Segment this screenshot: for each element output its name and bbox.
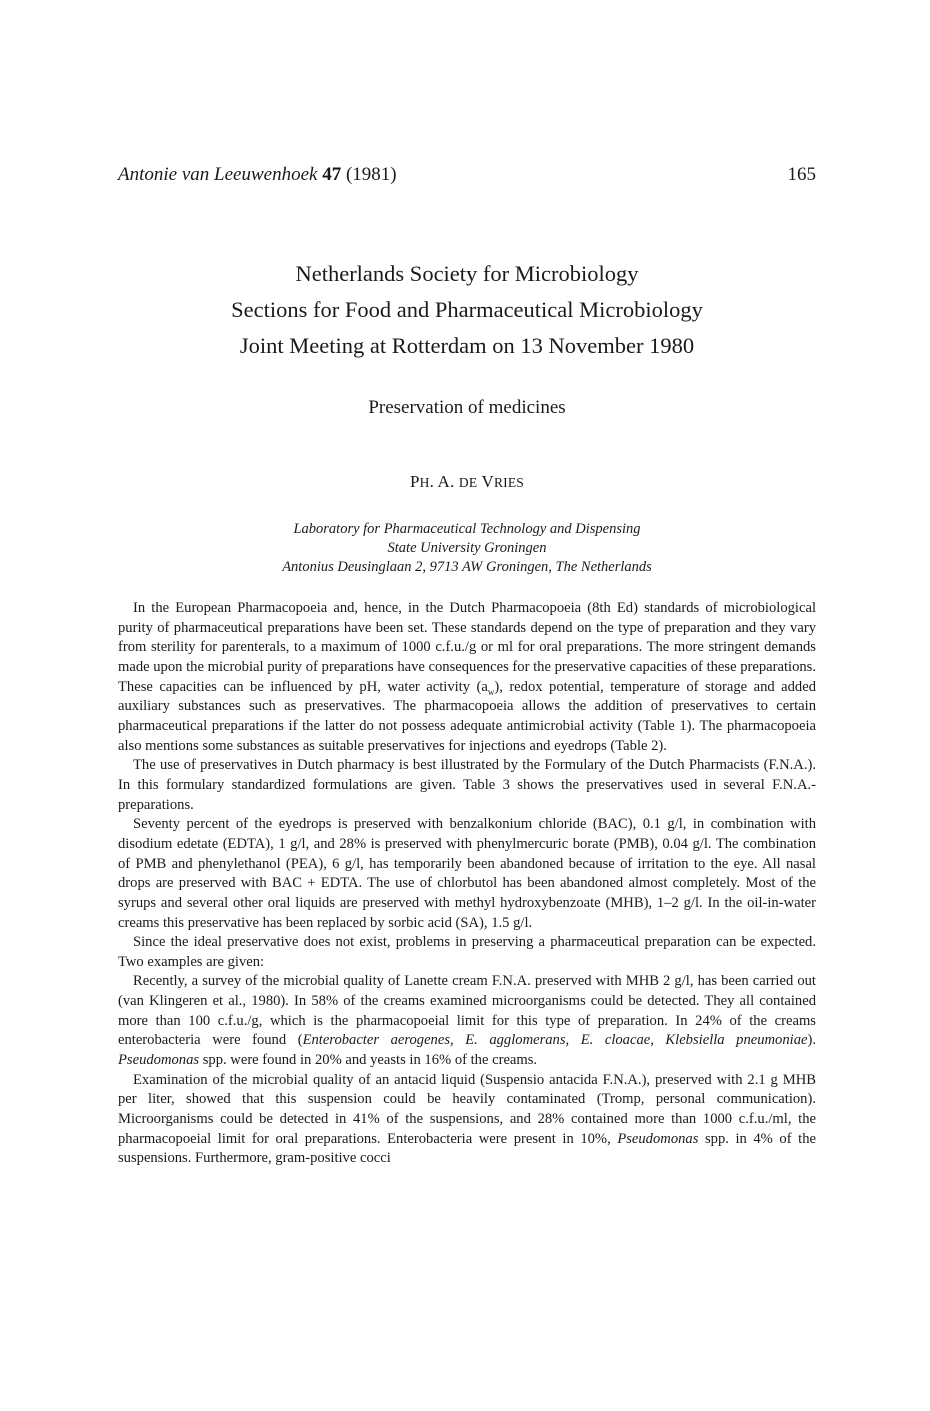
paragraph-1-text-b: ), redox potential, temperature of storage and added auxiliary substances such as preservatives. The pharmacopoeia allows the addition of preservatives to certain pharmaceutical preparations if the latter do not possess adequate antimicrobial activity (Table 1). The pharmacopoeia also mentions some substances as suitable preservatives for injections and eyedrops (Table 2). (118, 678, 817, 754)
paragraph-1 (118, 599, 816, 756)
title-line-3: Joint Meeting at Rotterdam on 13 November 1980 (239, 333, 695, 358)
water-activity-subscript: w (487, 686, 495, 697)
affiliation-line-1: Laboratory for Pharmaceutical Technology and Dispensing (293, 521, 641, 537)
article-title (118, 256, 816, 364)
genus-pseudomonas-2: Pseudomonas (617, 1130, 699, 1147)
paragraph-4: Since the ideal preservative does not exist, problems in preserving a pharmaceutical preparation can be expected. Two examples are given: (118, 934, 816, 970)
paragraph-5-text-b: ). (807, 1032, 816, 1049)
author-initial-small: H (419, 475, 430, 490)
paragraph-6-text-a: Examination of the microbial quality of an antacid liquid (Suspensio antacida F.N.A.), preserved with 2.1 g MHB per liter, showed that this suspension could be heavily contaminated (Tromp, personal communication). Microorganisms could be detected in 41% of the suspensions, and 28% contained more than 1000 c.f.u./ml, the pharmacopoeial limit for oral preparations. Enterobacteria were present in 10%, (118, 1071, 816, 1147)
paragraph-3: Seventy percent of the eyedrops is preserved with benzalkonium chloride (BAC), 0.1 g/l, in combination with disodium edetate (EDTA), 1 g/l, and 28% is preserved with phenylmercuric borate (PMB), 0.04 g/l. The combination of PMB and phenylethanol (PEA), 6 g/l, has temporarily been abandoned because of irritation to the eye. All nasal drops are preserved with BAC + EDTA. The use of chlorbutol has been abandoned almost completely. Most of the syrups and several other oral liquids are preserved with methyl hydroxybenzoate (MHB), 1–2 g/l. In the oil-in-water creams this preservative has been replaced by sorbic acid (SA), 1.5 g/l. (118, 816, 816, 931)
author-surname-initial: V (477, 472, 494, 491)
article-subtitle: Preservation of medicines (368, 397, 566, 418)
affiliation-line-3: Antonius Deusinglaan 2, 9713 AW Groningen, The Netherlands (282, 559, 652, 575)
paragraph-1-text-a: In the European Pharmacopoeia and, hence, in the Dutch Pharmacopoeia (8th Ed) standards of microbiological purity of pharmaceutical preparations have been set. These standards depend on the type of preparation and they vary from sterility for parenterals, to a maximum of 1000 c.f.u./g or ml for oral preparations. The more stringent demands made upon the microbial purity of preparations have consequences for the preservative capacities of these preparations. These capacities can be influenced by pH, water activity (a (118, 600, 816, 695)
author-initial: P (409, 472, 420, 491)
author-prefix: DE (458, 475, 478, 490)
page-number: 165 (787, 164, 816, 185)
affiliation-line-2: State University Groningen (387, 540, 547, 556)
article-body (118, 599, 816, 1169)
author-name (118, 470, 816, 495)
author-affiliation (118, 520, 816, 577)
paragraph-5 (118, 972, 816, 1070)
paragraph-2: The use of preservatives in Dutch pharmacy is best illustrated by the Formulary of the Dutch Pharmacists (F.N.A.). In this formulary standardized formulations are given. Table 3 shows the preservatives used in several F.N.A.-preparations. (118, 757, 816, 813)
paragraph-6-text-b: spp. in 4% of the suspensions. Furthermore, gram-positive cocci (118, 1130, 816, 1167)
author-surname-rest: RIES (493, 475, 525, 490)
author-middle: . A. (429, 472, 459, 491)
journal-title: Antonie van Leeuwenhoek (118, 164, 318, 185)
title-line-1: Netherlands Society for Microbiology (295, 261, 639, 286)
title-line-2: Sections for Food and Pharmaceutical Microbiology (231, 297, 703, 322)
running-head (118, 163, 816, 187)
paragraph-6 (118, 1071, 816, 1169)
paragraph-5-text-a: Recently, a survey of the microbial quality of Lanette cream F.N.A. preserved with MHB 2 g/l, has been carried out (van Klingeren et al., 1980). In 58% of the creams examined microorganisms could be detected. They all contained more than 100 c.f.u./g, which is the pharmacopoeial limit for this type of preparation. In 24% of the creams enterobacteria were found ( (118, 973, 816, 1049)
genus-pseudomonas: Pseudomonas (118, 1052, 200, 1069)
paragraph-5-text-c: spp. were found in 20% and yeasts in 16% of the creams. (199, 1052, 538, 1069)
journal-year: (1981) (345, 164, 397, 185)
species-list: Enterobacter aerogenes, E. agglomerans, E. cloacae, Klebsiella pneumoniae (302, 1032, 808, 1049)
journal-volume: 47 (322, 164, 342, 185)
